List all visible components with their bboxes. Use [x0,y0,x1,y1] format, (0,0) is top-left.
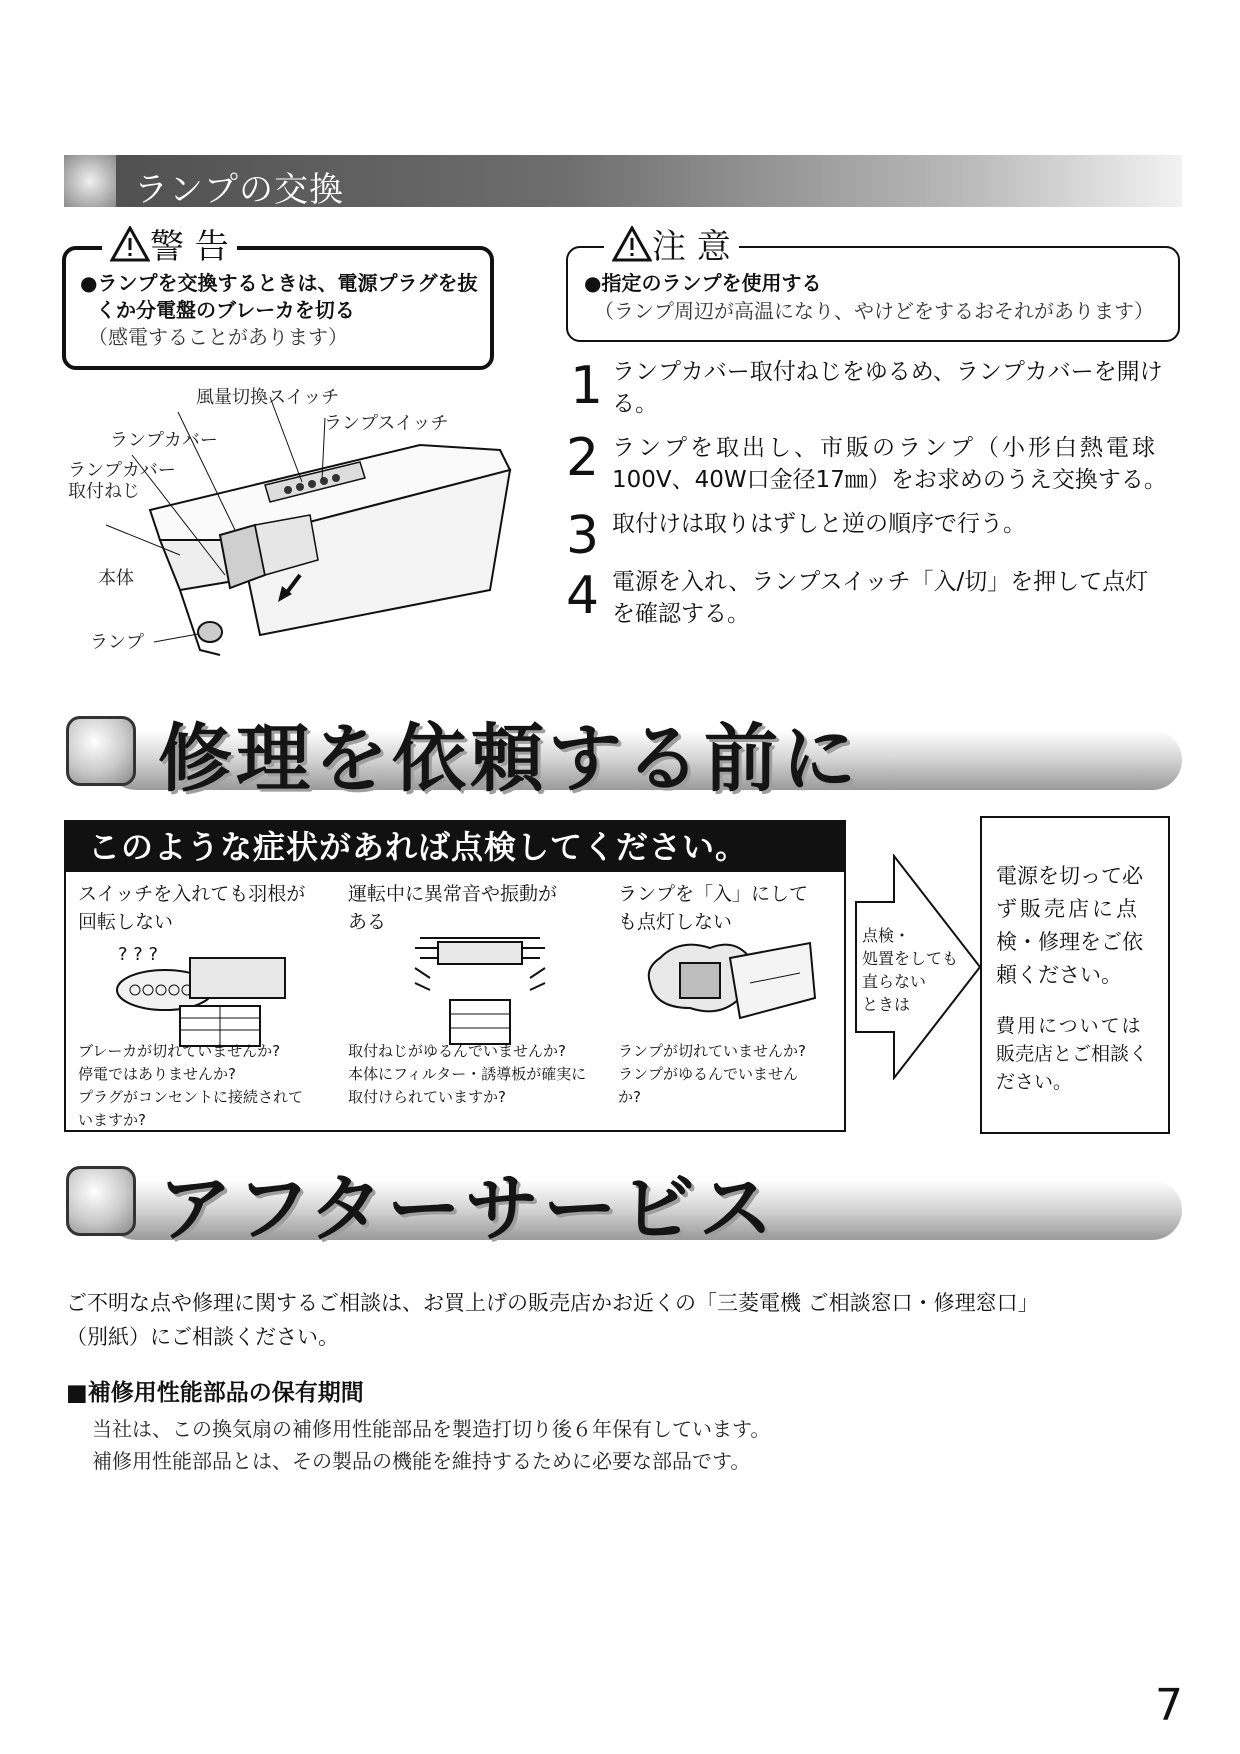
contact-line: 頼ください。 [996,963,1122,987]
symptoms-heading: このような症状があれば点検してください。 [66,822,844,872]
abnormal-noise-illustration [410,928,550,1046]
label-cover-screw-1: ランプカバー [68,460,176,481]
symptom-title: スイッチを入れても羽根が [78,883,306,905]
check-item: ランプがゆるんでいません [618,1065,799,1083]
check-item: プラグがコンセントに接続されて [78,1088,304,1106]
parts-heading: ■補修用性能部品の保有期間 [66,1380,364,1406]
parts-line: 補修用性能部品とは、その製品の機能を維持するために必要な部品です。 [92,1449,751,1473]
arrow-text-line: ときは [862,995,911,1014]
parts-line: 当社は、この換気扇の補修用性能部品を製造打切り後６年保有しています。 [92,1417,771,1441]
contact-line: 電源を切って必 [996,864,1143,888]
step-number: 2 [566,428,600,488]
fan-not-rotating-illustration [110,938,300,1048]
symptom-title: も点灯しない [618,911,733,933]
page-number: 7 [1155,1680,1183,1731]
caution-line-1: ●指定のランプを使用する [584,271,822,295]
contact-sub-text [996,1012,1162,1096]
symptom-title: 回転しない [78,911,174,933]
after-service-banner-title: アフターサービス [158,1166,777,1252]
contact-sub-line: ださい。 [996,1071,1073,1093]
repair-banner [66,716,1182,802]
label-cover-screw-2: 取付ねじ [68,481,140,502]
warning-note: （感電することがあります） [88,325,348,349]
symptom-title: 運転中に異常音や振動が [348,883,558,905]
contact-sub-line: 費用については [996,1015,1143,1037]
banner-square-icon [66,716,136,786]
check-item: ランプが切れていませんか? [618,1042,806,1060]
step-text: 取付けは取りはずしと逆の順序で行う。 [612,511,1026,537]
step-text: を確認する。 [612,601,750,627]
lamp-not-lighting-illustration [640,938,820,1038]
contact-line: ず販売店に点 [996,897,1140,921]
warning-triangle-icon [110,226,150,262]
repair-banner-title: 修理を依頼する前に [158,716,860,802]
warning-line-2: くか分電盤のブレーカを切る [96,298,355,322]
step-text: 100V、40W口金径17㎜）をお求めのうえ交換する。 [612,467,1167,493]
step-number: 1 [570,356,604,416]
step-text: 電源を入れ、ランプスイッチ「入/切」を押して点灯 [612,569,1149,595]
caution-heading [604,226,739,267]
check-item: 停電ではありませんか? [78,1065,236,1083]
check-item: 取付けられていますか? [348,1088,506,1106]
arrow-text-line: 直らない [862,972,927,991]
caution-box [566,227,1180,342]
check-item: 本体にフィルター・誘導板が確実に [348,1065,587,1083]
warning-heading [102,226,237,267]
lamp-section-title: ランプの交換 [134,170,344,210]
arrow-text [862,924,958,1016]
after-service-line: ご不明な点や修理に関するご相談は、お買上げの販売店かお近くの「三菱電機 ご相談窓口・修理窓口」 [66,1291,1039,1315]
symptom-title: ランプを「入」にして [618,883,809,905]
step-text: ランプを取出し、市販のランプ（小形白熱電球 [612,435,1158,461]
contact-main-text [996,860,1162,992]
contact-line: 検・修理をご依 [996,930,1143,954]
label-fan-switch: 風量切換スイッチ [196,387,340,408]
header-square-icon [64,155,116,207]
step-number: 3 [566,506,600,566]
label-body: 本体 [98,568,134,589]
caution-note: （ランプ周辺が高温になり、やけどをするおそれがあります） [594,299,1154,323]
warning-line-1: ●ランプを交換するときは、電源プラグを抜 [80,271,478,295]
label-lamp-switch: ランプスイッチ [324,413,449,434]
step-text: る。 [612,391,658,417]
caution-heading-text: 注 意 [652,227,731,267]
caution-triangle-icon [612,226,652,262]
check-item: 取付ねじがゆるんでいませんか? [348,1042,566,1060]
after-service-line: （別紙）にご相談ください。 [66,1325,339,1349]
lamp-section-header [64,155,1182,210]
after-service-banner [66,1166,1182,1252]
after-service-text [66,1286,1186,1354]
banner-square-icon [66,1166,136,1236]
label-lamp-cover: ランプカバー [110,430,218,451]
arrow-text-line: 処置をしても [862,949,959,968]
check-item: いますか? [78,1111,146,1129]
contact-sub-line: 販売店とご相談く [996,1043,1149,1065]
warning-box [62,227,494,370]
arrow-text-line: 点検・ [862,926,911,945]
check-item: か? [618,1088,641,1106]
step-number: 4 [566,566,600,626]
label-lamp: ランプ [90,632,144,653]
svg-text:? ? ?: ? ? ? [118,944,159,965]
check-item: ブレーカが切れていませんか? [78,1042,281,1060]
warning-heading-text: 警 告 [150,227,229,267]
step-text: ランプカバー取付ねじをゆるめ、ランプカバーを開け [612,359,1163,385]
symptom-title: ある [348,911,387,933]
